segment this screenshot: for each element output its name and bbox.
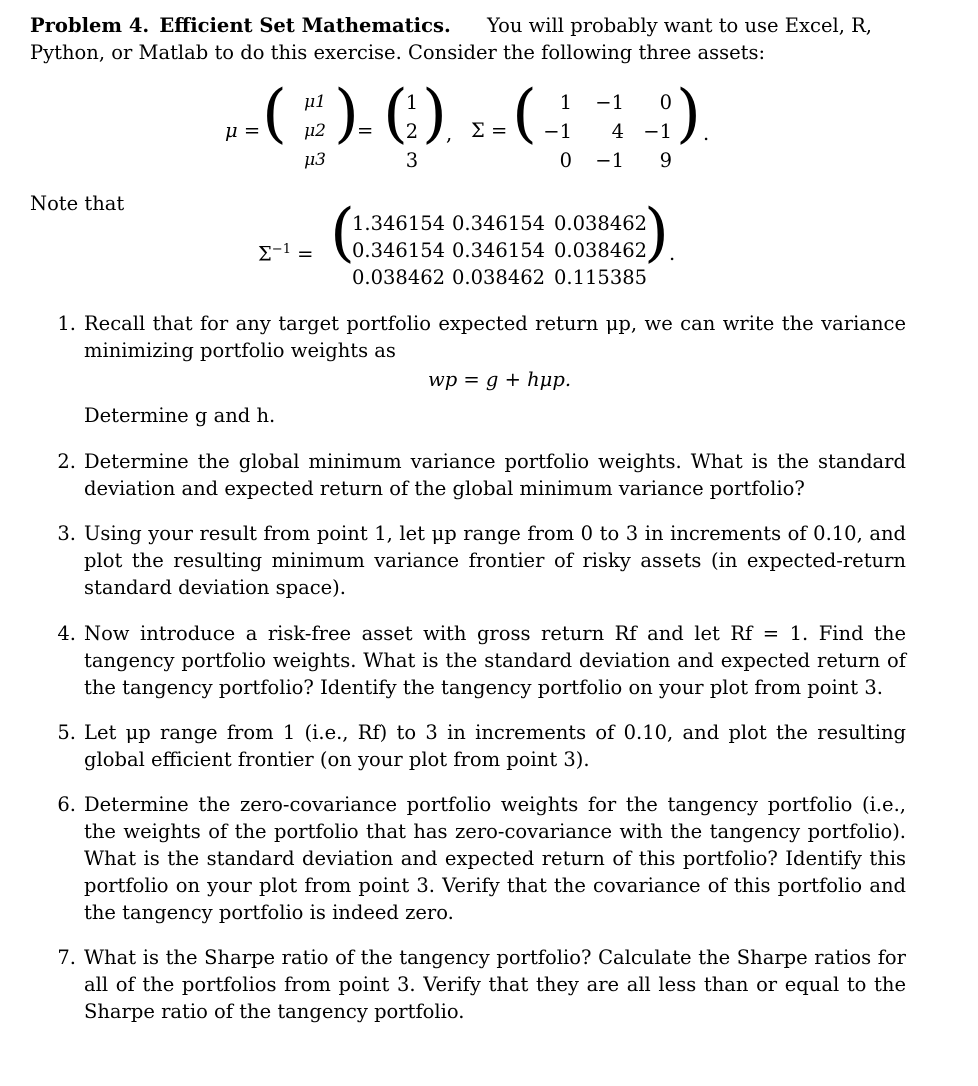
mu-symbol-vector: μ1 μ2 μ3 <box>304 92 326 170</box>
question-number: 7. <box>57 946 76 969</box>
mu-values-left-paren: ( <box>383 77 408 151</box>
mu-right-paren: ) <box>334 77 359 151</box>
sigma-left-paren: ( <box>512 77 537 151</box>
intro-line-2: Python, or Matlab to do this exercise. Consider the following three assets: <box>30 41 766 64</box>
note-text: Note that <box>30 192 125 215</box>
intro-line-1: You will probably want to use Excel, R, <box>486 14 872 37</box>
question-text: Determine the global minimum variance portfolio weights. What is the standard deviation and expected return of the global minimum variance portfolio? <box>84 450 906 500</box>
question-text: Now introduce a risk-free asset with gross return Rf and let Rf = 1. Find the tangency portfolio weights. What is the standard deviation and expected return of the tangency portfolio? Identify the tangency portfolio on your plot from point 3. <box>84 622 906 699</box>
mu-symbol: μ = <box>225 119 261 142</box>
sigma-right-paren: ) <box>676 77 701 151</box>
weights-equation: wp = g + hμp. <box>428 368 572 391</box>
equals-sign: = <box>357 119 374 142</box>
question-number: 3. <box>57 522 76 545</box>
sigma-inverse-left-paren: ( <box>330 196 355 270</box>
question-text: Recall that for any target portfolio expected return μp, we can write the variance minimizing portfolio weights as <box>84 312 906 362</box>
question-number: 5. <box>57 721 76 744</box>
question-text: Using your result from point 1, let μp range from 0 to 3 in increments of 0.10, and plot the resulting minimum variance frontier of risky assets (in expected-return standard deviation space). <box>84 522 906 599</box>
question-text: Determine the zero-covariance portfolio weights for the tangency portfolio (i.e., the weights of the portfolio that has zero-covariance with the tangency portfolio). What is the standard deviation and expected return of this portfolio? Identify this portfolio on your plot from point 3. Verify that the covariance of this portfolio and the tangency portfolio is indeed zero. <box>84 793 906 924</box>
question-number: 4. <box>57 622 76 645</box>
comma: , <box>446 122 453 145</box>
question-number: 1. <box>57 312 76 335</box>
sigma-matrix: 1 −1 0 −1 4 −1 0 −1 9 <box>543 91 672 172</box>
period: . <box>669 242 676 265</box>
period: . <box>703 122 710 145</box>
mu-left-paren: ( <box>262 77 287 151</box>
mu-values-right-paren: ) <box>422 77 447 151</box>
problem-header <box>30 12 910 66</box>
problem-label: Problem 4. <box>30 14 150 37</box>
question-followup: Determine g and h. <box>84 404 276 427</box>
question-text: Let μp range from 1 (i.e., Rf) to 3 in increments of 0.10, and plot the resulting global efficient frontier (on your plot from point 3). <box>84 721 906 771</box>
mu-values-vector: 1 2 3 <box>405 91 419 172</box>
sigma-inverse-matrix: 1.346154 0.346154 0.038462 0.346154 0.346154 0.038462 0.038462 0.038462 0.115385 <box>352 212 648 289</box>
sigma-inverse-right-paren: ) <box>644 196 669 270</box>
question-number: 2. <box>57 450 76 473</box>
question-number: 6. <box>57 793 76 816</box>
problem-title: Efficient Set Mathematics. <box>159 14 451 37</box>
sigma-inverse-symbol: $\Sigma^{-1}$ = <box>258 242 314 266</box>
sigma-symbol: Σ = <box>471 119 508 142</box>
question-text: What is the Sharpe ratio of the tangency portfolio? Calculate the Sharpe ratios for all of the portfolios from point 3. Verify that they are all less than or equal to the Sharpe ratio of the tangency portfolio. <box>84 946 906 1023</box>
